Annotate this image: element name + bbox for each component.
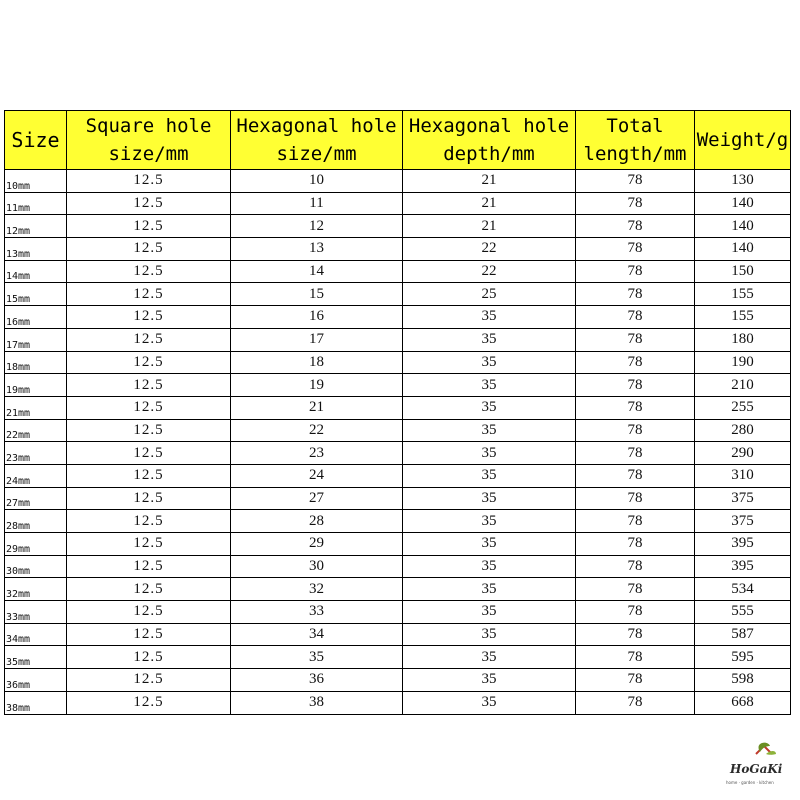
cell-size: 36mm	[5, 669, 67, 692]
cell-hex-size: 36	[231, 669, 403, 692]
table-row	[5, 533, 791, 556]
cell-length: 78	[576, 646, 695, 669]
cell-weight: 595	[695, 646, 791, 669]
table-row	[5, 691, 791, 714]
cell-weight: 155	[695, 306, 791, 329]
cell-hex-depth: 35	[403, 510, 576, 533]
cell-square: 12.5	[67, 601, 231, 624]
table-row	[5, 396, 791, 419]
table-row	[5, 419, 791, 442]
table-row	[5, 170, 791, 193]
cell-hex-size: 29	[231, 533, 403, 556]
cell-weight: 140	[695, 238, 791, 261]
cell-hex-depth: 35	[403, 487, 576, 510]
cell-length: 78	[576, 396, 695, 419]
cell-hex-size: 34	[231, 623, 403, 646]
table-row	[5, 283, 791, 306]
cell-hex-size: 28	[231, 510, 403, 533]
cell-length: 78	[576, 555, 695, 578]
cell-weight: 140	[695, 215, 791, 238]
cell-length: 78	[576, 533, 695, 556]
cell-hex-depth: 21	[403, 215, 576, 238]
header-total-length	[576, 111, 695, 170]
table-row	[5, 442, 791, 465]
cell-hex-size: 32	[231, 578, 403, 601]
cell-square: 12.5	[67, 578, 231, 601]
cell-weight: 150	[695, 260, 791, 283]
header-hex-size-line2: size/mm	[276, 143, 357, 165]
cell-square: 12.5	[67, 669, 231, 692]
cell-square: 12.5	[67, 533, 231, 556]
cell-hex-size: 24	[231, 464, 403, 487]
table-row	[5, 646, 791, 669]
table-row	[5, 464, 791, 487]
cell-size: 18mm	[5, 351, 67, 374]
cell-weight: 210	[695, 374, 791, 397]
cell-weight: 598	[695, 669, 791, 692]
cell-square: 12.5	[67, 170, 231, 193]
cell-hex-size: 11	[231, 192, 403, 215]
header-hex-size-line1: Hexagonal hole	[236, 115, 397, 137]
cell-weight: 130	[695, 170, 791, 193]
table-row	[5, 669, 791, 692]
cell-hex-depth: 35	[403, 306, 576, 329]
cell-hex-depth: 35	[403, 351, 576, 374]
table-row	[5, 510, 791, 533]
cell-size: 32mm	[5, 578, 67, 601]
cell-length: 78	[576, 601, 695, 624]
cell-length: 78	[576, 464, 695, 487]
cell-length: 78	[576, 238, 695, 261]
logo-tagline: home · garden · kitchen	[726, 780, 774, 785]
table-row	[5, 192, 791, 215]
cell-hex-depth: 35	[403, 419, 576, 442]
table-row	[5, 306, 791, 329]
cell-hex-depth: 25	[403, 283, 576, 306]
cell-hex-depth: 35	[403, 442, 576, 465]
cell-hex-size: 16	[231, 306, 403, 329]
cell-hex-depth: 35	[403, 646, 576, 669]
table-row	[5, 555, 791, 578]
cell-length: 78	[576, 328, 695, 351]
cell-length: 78	[576, 374, 695, 397]
table-row	[5, 601, 791, 624]
cell-hex-depth: 35	[403, 328, 576, 351]
table-row	[5, 487, 791, 510]
table-row	[5, 623, 791, 646]
cell-size: 23mm	[5, 442, 67, 465]
cell-square: 12.5	[67, 623, 231, 646]
cell-weight: 310	[695, 464, 791, 487]
cell-hex-depth: 35	[403, 374, 576, 397]
cell-size: 33mm	[5, 601, 67, 624]
spec-table	[4, 110, 791, 715]
cell-square: 12.5	[67, 396, 231, 419]
cell-length: 78	[576, 260, 695, 283]
cell-size: 19mm	[5, 374, 67, 397]
header-square-line2: size/mm	[108, 143, 189, 165]
cell-weight: 587	[695, 623, 791, 646]
cell-hex-depth: 35	[403, 578, 576, 601]
cell-length: 78	[576, 306, 695, 329]
cell-length: 78	[576, 623, 695, 646]
cell-length: 78	[576, 691, 695, 714]
header-row	[5, 111, 791, 170]
cell-weight: 534	[695, 578, 791, 601]
cell-length: 78	[576, 578, 695, 601]
cell-size: 14mm	[5, 260, 67, 283]
cell-size: 12mm	[5, 215, 67, 238]
cell-hex-size: 18	[231, 351, 403, 374]
cell-length: 78	[576, 215, 695, 238]
cell-hex-depth: 35	[403, 669, 576, 692]
cell-hex-size: 23	[231, 442, 403, 465]
table-row	[5, 260, 791, 283]
cell-hex-depth: 22	[403, 260, 576, 283]
logo-name: HoGaKi	[730, 762, 783, 776]
header-length-line2: length/mm	[583, 143, 687, 165]
table-row	[5, 238, 791, 261]
cell-size: 16mm	[5, 306, 67, 329]
table-row	[5, 578, 791, 601]
cell-size: 15mm	[5, 283, 67, 306]
header-size	[5, 111, 67, 170]
cell-weight: 395	[695, 533, 791, 556]
header-size-text: Size	[11, 128, 60, 152]
cell-size: 35mm	[5, 646, 67, 669]
cell-size: 27mm	[5, 487, 67, 510]
cell-weight: 290	[695, 442, 791, 465]
cell-weight: 180	[695, 328, 791, 351]
cell-square: 12.5	[67, 691, 231, 714]
cell-weight: 255	[695, 396, 791, 419]
cell-weight: 155	[695, 283, 791, 306]
cell-weight: 555	[695, 601, 791, 624]
cell-length: 78	[576, 510, 695, 533]
cell-length: 78	[576, 669, 695, 692]
cell-hex-depth: 35	[403, 396, 576, 419]
cell-size: 34mm	[5, 623, 67, 646]
cell-square: 12.5	[67, 510, 231, 533]
cell-square: 12.5	[67, 238, 231, 261]
cell-hex-size: 19	[231, 374, 403, 397]
header-weight	[695, 111, 791, 170]
cell-size: 28mm	[5, 510, 67, 533]
header-hex-depth	[403, 111, 576, 170]
cell-hex-size: 17	[231, 328, 403, 351]
cell-hex-size: 13	[231, 238, 403, 261]
cell-square: 12.5	[67, 260, 231, 283]
header-length-line1: Total	[606, 115, 664, 137]
cell-size: 17mm	[5, 328, 67, 351]
cell-hex-depth: 21	[403, 192, 576, 215]
cell-weight: 395	[695, 555, 791, 578]
cell-size: 29mm	[5, 533, 67, 556]
header-square-line1: Square hole	[85, 115, 212, 137]
cell-hex-size: 12	[231, 215, 403, 238]
cell-square: 12.5	[67, 351, 231, 374]
table-row	[5, 215, 791, 238]
cell-length: 78	[576, 419, 695, 442]
cell-hex-size: 33	[231, 601, 403, 624]
cell-hex-depth: 35	[403, 691, 576, 714]
cell-weight: 280	[695, 419, 791, 442]
cell-length: 78	[576, 351, 695, 374]
cell-hex-size: 27	[231, 487, 403, 510]
cell-hex-size: 14	[231, 260, 403, 283]
house-leaf-icon	[726, 740, 796, 764]
cell-square: 12.5	[67, 442, 231, 465]
cell-square: 12.5	[67, 555, 231, 578]
cell-length: 78	[576, 283, 695, 306]
header-hex-depth-line2: depth/mm	[443, 143, 535, 165]
cell-hex-depth: 35	[403, 533, 576, 556]
cell-size: 22mm	[5, 419, 67, 442]
cell-hex-depth: 35	[403, 464, 576, 487]
header-weight-text: Weight/g	[696, 129, 789, 151]
cell-hex-size: 38	[231, 691, 403, 714]
cell-length: 78	[576, 442, 695, 465]
cell-square: 12.5	[67, 374, 231, 397]
cell-size: 11mm	[5, 192, 67, 215]
cell-hex-size: 15	[231, 283, 403, 306]
cell-length: 78	[576, 487, 695, 510]
cell-size: 24mm	[5, 464, 67, 487]
cell-hex-size: 10	[231, 170, 403, 193]
header-square-hole	[67, 111, 231, 170]
cell-hex-depth: 22	[403, 238, 576, 261]
header-hex-size	[231, 111, 403, 170]
hogaki-logo	[726, 740, 796, 796]
cell-size: 13mm	[5, 238, 67, 261]
header-hex-depth-line1: Hexagonal hole	[408, 115, 570, 137]
cell-hex-depth: 35	[403, 601, 576, 624]
cell-hex-size: 21	[231, 396, 403, 419]
cell-weight: 375	[695, 487, 791, 510]
cell-hex-size: 22	[231, 419, 403, 442]
table-body	[5, 170, 791, 715]
cell-square: 12.5	[67, 306, 231, 329]
table-row	[5, 328, 791, 351]
cell-size: 21mm	[5, 396, 67, 419]
cell-length: 78	[576, 192, 695, 215]
cell-square: 12.5	[67, 328, 231, 351]
cell-square: 12.5	[67, 646, 231, 669]
table-row	[5, 351, 791, 374]
cell-square: 12.5	[67, 419, 231, 442]
cell-hex-size: 35	[231, 646, 403, 669]
leaf-small-icon	[766, 751, 776, 755]
cell-hex-depth: 21	[403, 170, 576, 193]
cell-hex-depth: 35	[403, 623, 576, 646]
table-row	[5, 374, 791, 397]
cell-hex-size: 30	[231, 555, 403, 578]
cell-square: 12.5	[67, 487, 231, 510]
cell-weight: 375	[695, 510, 791, 533]
cell-weight: 140	[695, 192, 791, 215]
cell-hex-depth: 35	[403, 555, 576, 578]
cell-square: 12.5	[67, 283, 231, 306]
cell-weight: 668	[695, 691, 791, 714]
cell-weight: 190	[695, 351, 791, 374]
cell-square: 12.5	[67, 215, 231, 238]
cell-size: 30mm	[5, 555, 67, 578]
cell-size: 10mm	[5, 170, 67, 193]
cell-square: 12.5	[67, 464, 231, 487]
cell-square: 12.5	[67, 192, 231, 215]
cell-length: 78	[576, 170, 695, 193]
cell-size: 38mm	[5, 691, 67, 714]
